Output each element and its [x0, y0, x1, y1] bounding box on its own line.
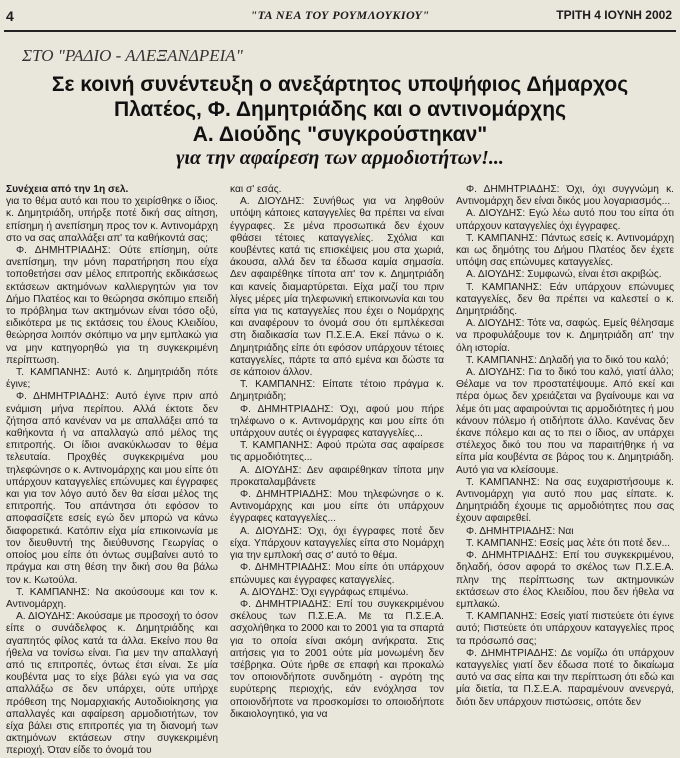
headline-line: Σε κοινή συνέντευξη ο ανεξάρτητος υποψήφιος Δήμαρχος — [51, 73, 629, 96]
headline-line: Α. Διούδης "συγκρούστηκαν" — [192, 123, 488, 146]
paragraph: Τ. ΚΑΜΠΑΝΗΣ: Να ακούσουμε και τον κ. Αντινομάρχη. — [6, 586, 218, 610]
paragraph: Φ. ΔΗΜΗΤΡΙΑΔΗΣ: Μου τηλεφώνησε ο κ. Αντινομάρχης και μου είπε ότι υπάρχουν έγγραφες καταγγελίες... — [230, 489, 444, 525]
paragraph: Φ. ΔΗΜΗΤΡΙΑΔΗΣ: Δε νομίζω ότι υπάρχουν καταγγελίες γιατί δεν έδωσα ποτέ το δικαίωμα αυτό να σας είπα και την περίπτωση ότι εδώ και μία διετία, τα Π.Σ.Ε.Α. παραμένουν ανενεργά, διότι δεν υπάρχουν πιστώσεις, οπότε δεν — [456, 647, 674, 708]
paragraph: Φ. ΔΗΜΗΤΡΙΑΔΗΣ: Μου είπε ότι υπάρχουν επώνυμες και έγγραφες καταγγελίες. — [230, 562, 444, 586]
paragraph: Τ. ΚΑΜΠΑΝΗΣ: Αφού πρώτα σας αφαίρεσε τις αρμοδιότητες... — [230, 440, 444, 464]
paragraph: Τ. ΚΑΜΠΑΝΗΣ: Αυτό κ. Δημητριάδη πότε έγινε; — [6, 367, 218, 391]
paragraph: Α. ΔΙΟΥΔΗΣ: Ακούσαμε με προσοχή το όσον είπε ο συνάδελφος κ. Δημητριάδης και αγαπητός φίλος κατά τα άλλα. Εκείνο που θα ήθελα να τονίσω είναι. Για μεν την απαλλαγή από τις επιτροπές, όντως έτσι είναι. Σε μία κουβέντα μας το είχε βάλει εγώ για να σας απαλλάξω σε δεν υπάρχει, ούτε υπήρχε πρόθεση της Νομαρχιακής Αυτοδιοίκησης για απαλλαγές και αφαίρεση αρμοδιοτήτων, τον είχα βάλει στις επιτροπές για τη διανομή των ακτημόνων εκτάσεων στην συγκεκριμένη περιοχή. Όταν είδε το όνομά του — [6, 611, 218, 757]
paragraph: Α. ΔΙΟΥΔΗΣ: Τότε να, σαφώς. Εμείς θέλησαμε να προφυλάξουμε τον κ. Δημητριάδη απ' την όλη ιστορία. — [456, 318, 674, 354]
paragraph: Φ. ΔΗΜΗΤΡΙΑΔΗΣ: Επί του συγκεκριμένου σκέλους των Π.Σ.Ε.Α. Με τα Π.Σ.Ε.Α. ασχολήθηκα το 2000 και το 2001 για τα σπαρτά για το οποία είναι ακόμη ανήκρατα. Στις αιτήσεις για το 2001 ούτε μία μονωμένη δεν τσέβρηκα. Ούτε ήρθε σε επαφή και προκαλώ τον οποιονδήποτε συνδημότη - αγρότη της ευρύτερης περιοχής, εάν ενόχλησα τον οποιονδήποτε να προσκομίσει το οποιοδήποτε δικαιολογητικό, για να — [230, 598, 444, 720]
article-headline — [10, 72, 670, 170]
paragraph: Φ. ΔΗΜΗΤΡΙΑΔΗΣ: Ούτε επίσημη, ούτε ανεπίσημη, την μόνη παρατήρηση που είχα τοποθετήσει σαν μέλος επιτροπής εκδικάσεως εκτάσεων ακτημόνων καλλιεργητών για τον Δήμο Πλατέος και το θεώρησα σκόπιμο επειδή το πρόβλημα των ακτημόνων είναι τόσο οξύ, ειδικότερα με τις εκτάσεις του έλους Κλειδίου, θεώρησα λοιπόν σκόπιμο να μην εμπλακώ για να μην κατηγορηθώ για τη συγκεκριμένη περίπτωση. — [6, 245, 218, 366]
page-header — [0, 8, 680, 28]
paragraph: Τ. ΚΑΜΠΑΝΗΣ: Είπατε τέτοιο πράγμα κ. Δημητριάδη; — [230, 379, 444, 403]
article-body — [0, 184, 680, 757]
newspaper-name: "ΤΑ ΝΕΑ ΤΟΥ ΡΟΥΜΛΟΥΚΙΟΥ" — [250, 8, 430, 22]
headline-line: για την αφαίρεση των αρμοδιοτήτων!... — [176, 147, 504, 169]
text-column-1 — [6, 184, 218, 757]
paragraph: και σ' εσάς. — [230, 184, 282, 195]
paragraph: Τ. ΚΑΜΠΑΝΗΣ: Εσείς μας λέτε ότι ποτέ δεν... — [466, 537, 671, 549]
paragraph: Α. ΔΙΟΥΔΗΣ: Συμφωνώ, είναι έτσι ακριβώς. — [466, 269, 662, 281]
page-number: 4 — [6, 8, 14, 24]
article-kicker: ΣΤΟ "ΡΑΔΙΟ - ΑΛΕΞΑΝΔΡΕΙΑ" — [22, 46, 243, 65]
paragraph: Τ. ΚΑΜΠΑΝΗΣ: Εσείς γιατί πιστεύετε ότι έγινε αυτό; Πιστεύετε ότι υπάρχουν καταγγελίες προς τα πρόσωπό σας; — [456, 611, 674, 647]
paragraph: για το θέμα αυτό και που το χειρίσθηκε ο ίδιος. κ. Δημητριάδη, υπήρξε ποτέ δική σας αίτηση, επίσημη ή ανεπίσημη προς τον κ. Αντινομάρχη στο να σας απαλλάξει απ' τα καθήκοντά σας; — [6, 196, 218, 244]
paragraph: Τ. ΚΑΜΠΑΝΗΣ: Δηλαδή για το δικό του καλό; — [466, 354, 669, 366]
paragraph: Τ. ΚΑΜΠΑΝΗΣ: Εάν υπάρχουν επώνυμες καταγγελίες, δεν θα πρέπει να καλεστεί ο κ. Δημητριάδης. — [456, 281, 674, 318]
paragraph: Α. ΔΙΟΥΔΗΣ: Συνήθως για να ληφθούν υπόψη κάποιες καταγγελίες θα πρέπει να είναι έγγραφες. Σε μένα προσωπικά δεν έχουν φθάσει τέτοιες καταγγελίες. Σχόλια και κουβέντες κατά τις επισκέψεις μου στα χωριά, άκουσα, αλλά δεν τα έδωσα καμία σημασία. Δεν αφαιρέθηκε τίποτα απ' τον κ. Δημητριάδη και κανείς διαμαρτύρεται. Είχα μαζί του πριν λίγες μέρες μία τηλεφωνική επικοινωνία και του είπα για τις καταγγελίες που έχει ο Νομάρχης και αναφέρουν το όνομά σου ότι εμπλέκεσαι στη διαδικασία των Π.Σ.Ε.Α. Εκεί πάνω ο κ. Δημητριάδης είπε ότι εφόσον υπάρχουν τέτοιες καταγγελίες, πάρτε τα από εμένα και δώστε τα σε κάποιον άλλον. — [230, 196, 444, 379]
paragraph: Φ. ΔΗΜΗΤΡΙΑΔΗΣ: Επί του συγκεκριμένου, δηλαδή, όσον αφορά το σκέλος των Π.Σ.Ε.Α. πλην της περίπτωσης των ακτημονικών εκτάσεων στο έλος Κλειδίου, που δεν ήθελα να εμπλακώ. — [456, 550, 674, 610]
paragraph: Α. ΔΙΟΥΔΗΣ: Εγώ λέω αυτό που του είπα ότι υπάρχουν καταγγελίες όχι έγγραφες. — [456, 208, 674, 232]
paragraph: Τ. ΚΑΜΠΑΝΗΣ: Να σας ευχαριστήσουμε κ. Αντινομάρχη για αυτό που μας είπατε. κ. Δημητριάδη έχουμε τις αρμοδιότητες που σας έχουν αφαιρεθεί. — [456, 476, 674, 525]
paragraph: Α. ΔΙΟΥΔΗΣ: Για το δικό του καλό, γιατί άλλο; Θέλαμε να τον προστατέψουμε. Από εκεί και πέρα όμως δεν χρειάζεται να βγαίνουμε και να λέμε ότι μας αφαιρούνται τις αρμοδιότητες ή μου κάνουν πόλεμο ή οτιδήποτε άλλο. Κανένας δεν έκανε πόλεμο και ας το πει ο ίδιος, αν υπάρχει στέλεχος δικό του που να παραιτήθηκε ή να είπα μία κουβέντα σε βάρος του κ. Δημητριάδη. Αυτό για να κλείσουμε. — [456, 367, 674, 476]
paragraph: Φ. ΔΗΜΗΤΡΙΑΔΗΣ: Όχι, αφού μου πήρε τηλέφωνο ο κ. Αντινομάρχης και μου είπε ότι υπάρχουν αυτές οι έγγραφες καταγγελίες... — [230, 403, 444, 440]
paragraph: Τ. ΚΑΜΠΑΝΗΣ: Πάντως εσείς κ. Αντινομάρχη και ως δημότης του Δήμου Πλατέος δεν έχετε υπόψη σας επώνυμες καταγγελίες. — [456, 232, 674, 269]
headline-line: Πλατέος, Φ. Δημητριάδης και ο αντινομάρχης — [113, 98, 567, 121]
text-column-3 — [456, 184, 674, 708]
text-column-2 — [230, 184, 444, 720]
paragraph: Α. ΔΙΟΥΔΗΣ: Όχι εγγράφως επιμένω. — [240, 586, 409, 598]
paragraph: Α. ΔΙΟΥΔΗΣ: Όχι, όχι έγγραφες ποτέ δεν είχα. Υπάρχουν καταγγελίες είπα στο Νομάρχη για την εμπλοκή σας σ' αυτό το θέμα. — [230, 525, 444, 562]
paragraph: Φ. ΔΗΜΗΤΡΙΑΔΗΣ: Ναι — [466, 525, 574, 537]
paragraph: Φ. ΔΗΜΗΤΡΙΑΔΗΣ: Αυτό έγινε πριν από ενάμιση μήνα περίπου. Αλλά έκτοτε δεν ζήτησα από κανέναν να με απαλλάξει από τα καθήκοντα ή να απαλλαγώ από μέλος της επιτροπής. Οι ίδιοι ανακύκλωσαν το θέμα τελευταία. Προχθές συγκεκριμένα μου τηλεφώνησε ο κ. Αντινομάρχης και μου είπε ότι υπάρχουν καταγγελίες επώνυμες και έγγραφες και για τον λόγο αυτό δεν θα είσαι μέλος της επιτροπής. Του απάντησα ότι εφόσον το αποφασίζετε εσείς εγώ δεν μπορώ να κάνω διαφορετικά. Κατόπιν είχα μία επικοινωνία με τον διευθυντή της διεύθυνσης Γεωργίας ο οποίος μου είπε ότι όντως συμβαίνει αυτό το πράγμα και στη θέση την δική σου θα βάλω τον κ. Κωτούλα. — [6, 391, 218, 586]
paragraph: Συνέχεια από την 1η σελ. — [6, 184, 129, 195]
issue-date: ΤΡΙΤΗ 4 ΙΟΥΝΗ 2002 — [556, 8, 672, 22]
header-rule — [4, 30, 676, 32]
paragraph: Α. ΔΙΟΥΔΗΣ: Δεν αφαιρέθηκαν τίποτα μην προκαταλαμβάνετε — [230, 464, 444, 488]
paragraph: Φ. ΔΗΜΗΤΡΙΑΔΗΣ: Όχι, όχι συγγνώμη κ. Αντινομάρχη δεν είναι δικός μου λογαριασμός... — [456, 184, 674, 208]
